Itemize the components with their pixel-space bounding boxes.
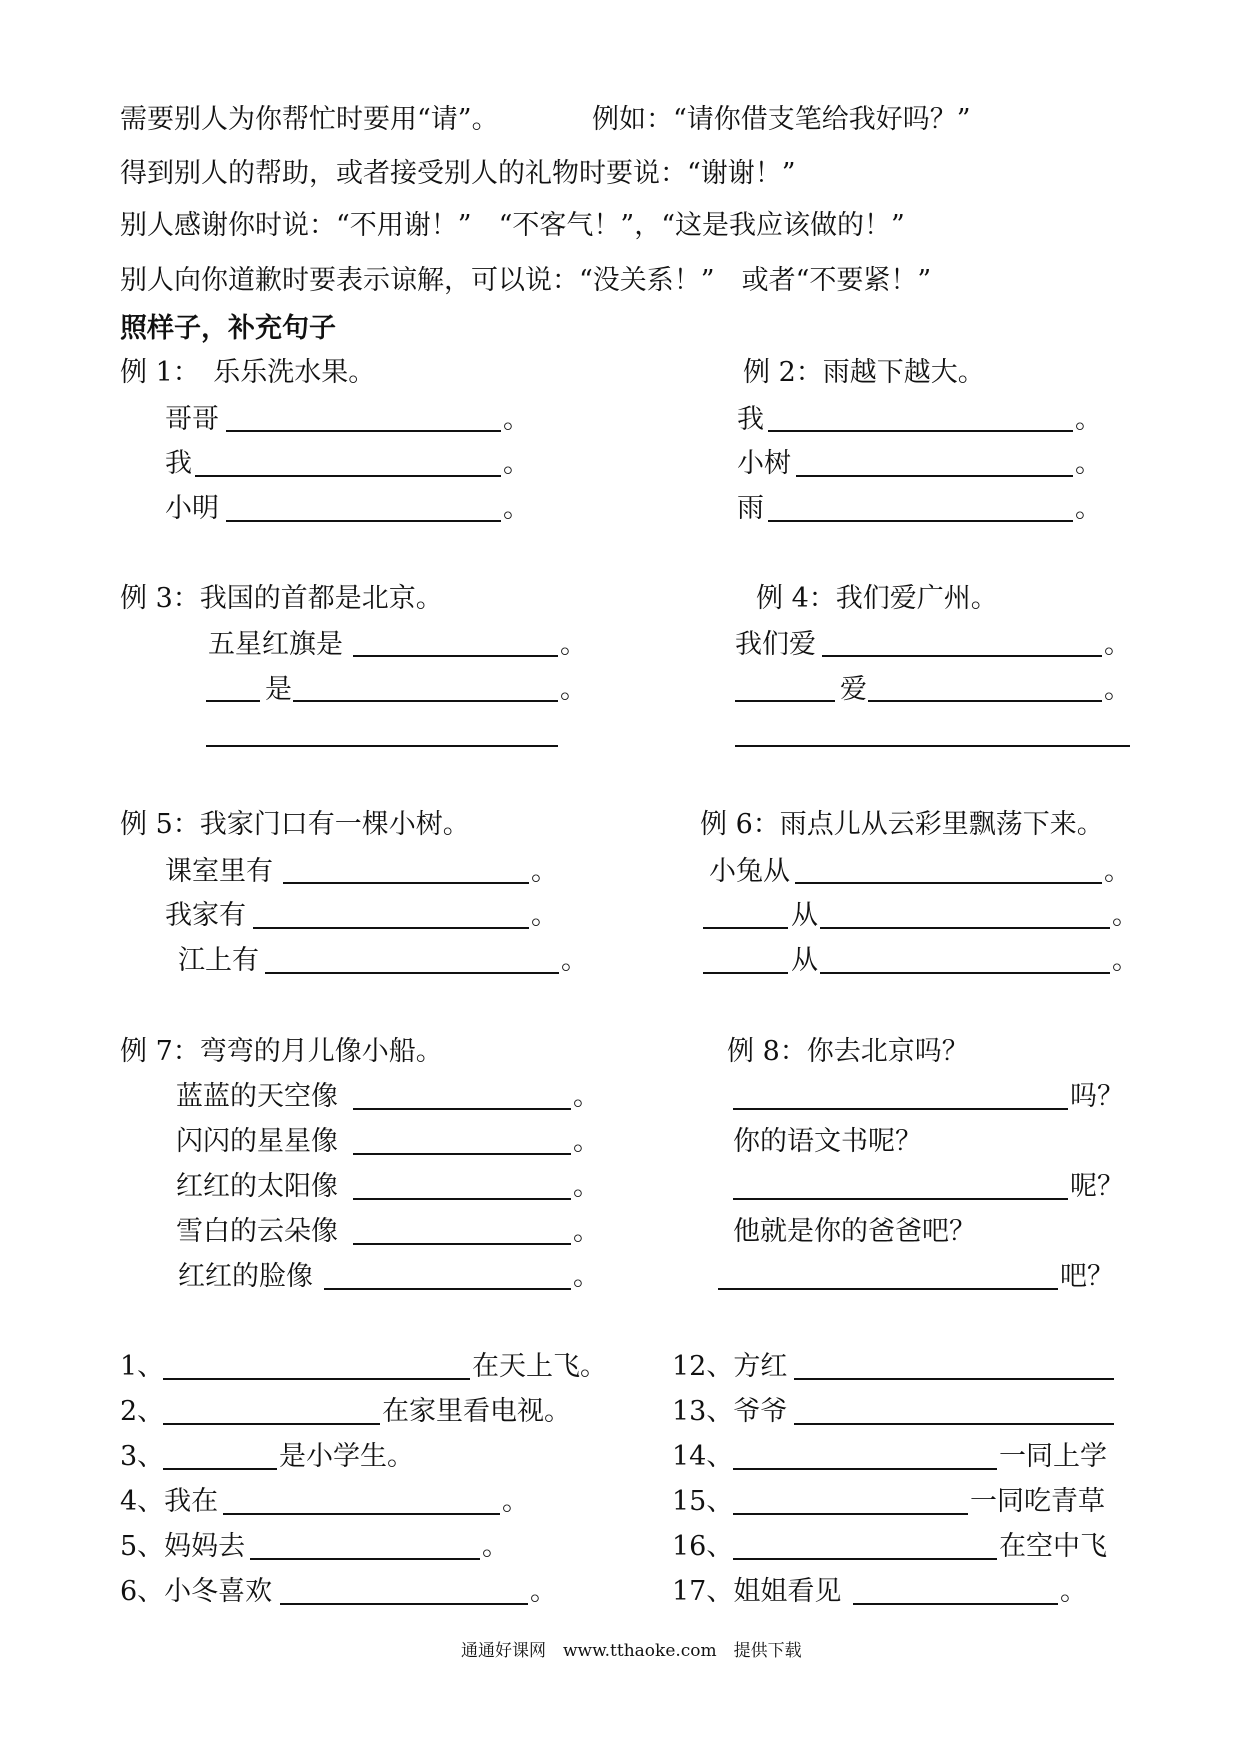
period: 。: [1104, 629, 1131, 660]
answer-blank[interactable]: [250, 1558, 480, 1560]
exercise-number: 2、: [120, 1396, 165, 1427]
answer-blank[interactable]: [794, 1378, 1114, 1380]
example-1-prefix: 小明: [165, 493, 219, 524]
answer-blank[interactable]: [768, 520, 1073, 522]
exercise-ending: 在天上飞。: [472, 1351, 607, 1382]
rule-thanks: 得到别人的帮助，或者接受别人的礼物时要说：“谢谢！”: [120, 158, 796, 189]
answer-blank[interactable]: [735, 745, 1130, 747]
example-3-title: 例 3：我国的首都是北京。: [120, 583, 443, 614]
answer-blank[interactable]: [253, 927, 529, 929]
answer-blank[interactable]: [265, 972, 559, 974]
answer-blank[interactable]: [733, 1108, 1068, 1110]
period: 。: [503, 493, 530, 524]
footer-credit: 通通好课网 www.tthaoke.com 提供下载: [461, 1641, 802, 1661]
period: 。: [531, 856, 558, 887]
example-1-prefix: 哥哥: [165, 404, 219, 435]
answer-blank[interactable]: [195, 475, 501, 477]
period: 。: [573, 1081, 600, 1112]
answer-blank[interactable]: [868, 700, 1102, 702]
answer-blank[interactable]: [820, 972, 1110, 974]
answer-blank[interactable]: [718, 1288, 1058, 1290]
example-1-prefix: 我: [165, 448, 192, 479]
rule-please: 需要别人为你帮忙时要用“请”。: [120, 104, 499, 135]
answer-blank[interactable]: [293, 700, 558, 702]
answer-blank[interactable]: [733, 1558, 997, 1560]
answer-blank[interactable]: [794, 1423, 1114, 1425]
exercise-prompt: 5、妈妈去: [120, 1531, 246, 1562]
example-2-prefix: 雨: [737, 493, 764, 524]
example-5-prefix: 课室里有: [165, 856, 273, 887]
answer-blank[interactable]: [226, 520, 501, 522]
example-7-prefix: 蓝蓝的天空像: [176, 1081, 338, 1112]
period: 。: [503, 404, 530, 435]
exercise-ending: 在空中飞: [999, 1531, 1107, 1562]
question-end: 吗？: [1070, 1081, 1124, 1112]
example-8-title: 例 8：你去北京吗？: [727, 1036, 969, 1067]
example-6-mid: 从: [791, 900, 818, 931]
period: 。: [573, 1216, 600, 1247]
answer-blank[interactable]: [353, 655, 558, 657]
answer-blank[interactable]: [822, 655, 1102, 657]
exercise-prompt: 13、爷爷: [672, 1396, 788, 1427]
example-7-prefix: 红红的脸像: [178, 1261, 313, 1292]
example-7-prefix: 红红的太阳像: [176, 1171, 338, 1202]
period: 。: [1075, 493, 1102, 524]
answer-blank[interactable]: [820, 927, 1110, 929]
period: 。: [502, 1486, 529, 1517]
exercise-number: 16、: [672, 1531, 734, 1562]
example-6-prefix: 小兔从: [709, 856, 790, 887]
period: 。: [530, 1576, 557, 1607]
period: 。: [561, 945, 588, 976]
example-5-title: 例 5：我家门口有一棵小树。: [120, 809, 470, 840]
answer-blank[interactable]: [735, 700, 835, 702]
answer-blank[interactable]: [733, 1513, 968, 1515]
period: 。: [503, 448, 530, 479]
example-6-title: 例 6：雨点儿从云彩里飘荡下来。: [700, 809, 1104, 840]
example-5-prefix: 江上有: [178, 945, 259, 976]
example-4-title: 例 4：我们爱广州。: [756, 583, 998, 614]
period: 。: [1075, 404, 1102, 435]
answer-blank[interactable]: [353, 1153, 571, 1155]
answer-blank[interactable]: [703, 927, 788, 929]
exercise-prompt: 4、我在: [120, 1486, 219, 1517]
period: 。: [573, 1126, 600, 1157]
answer-blank[interactable]: [283, 882, 529, 884]
period: 。: [573, 1171, 600, 1202]
answer-blank[interactable]: [733, 1468, 997, 1470]
exercise-number: 1、: [120, 1351, 165, 1382]
exercise-ending: 是小学生。: [279, 1441, 414, 1472]
exercise-prompt: 6、小冬喜欢: [120, 1576, 273, 1607]
example-6-mid: 从: [791, 945, 818, 976]
example-2-title: 例 2：雨越下越大。: [743, 357, 985, 388]
rule-welcome: 别人感谢你时说：“不用谢！” “不客气！”，“这是我应该做的！”: [120, 210, 905, 241]
answer-blank[interactable]: [226, 430, 501, 432]
period: 。: [1104, 674, 1131, 705]
answer-blank[interactable]: [353, 1108, 571, 1110]
answer-blank[interactable]: [768, 430, 1073, 432]
answer-blank[interactable]: [206, 700, 260, 702]
answer-blank[interactable]: [163, 1378, 470, 1380]
example-4-mid: 爱: [840, 674, 867, 705]
question-end: 吧？: [1060, 1261, 1114, 1292]
period: 。: [573, 1261, 600, 1292]
example-8-question: 你的语文书呢？: [733, 1126, 922, 1157]
example-4-prefix: 我们爱: [735, 629, 816, 660]
answer-blank[interactable]: [796, 475, 1073, 477]
period: 。: [1104, 856, 1131, 887]
period: 。: [560, 629, 587, 660]
answer-blank[interactable]: [324, 1288, 571, 1290]
answer-blank[interactable]: [206, 745, 558, 747]
exercise-ending: 一同吃青草: [970, 1486, 1105, 1517]
example-3-mid: 是: [265, 674, 292, 705]
answer-blank[interactable]: [163, 1423, 380, 1425]
exercise-ending: 在家里看电视。: [382, 1396, 571, 1427]
period: 。: [1075, 448, 1102, 479]
period: 。: [531, 900, 558, 931]
example-7-prefix: 雪白的云朵像: [176, 1216, 338, 1247]
answer-blank[interactable]: [353, 1243, 571, 1245]
answer-blank[interactable]: [733, 1198, 1068, 1200]
answer-blank[interactable]: [280, 1603, 528, 1605]
exercise-prompt: 12、方红: [672, 1351, 788, 1382]
section-title: 照样子，补充句子: [120, 313, 336, 344]
answer-blank[interactable]: [853, 1603, 1058, 1605]
question-end: 呢？: [1070, 1171, 1124, 1202]
answer-blank[interactable]: [703, 972, 788, 974]
answer-blank[interactable]: [353, 1198, 571, 1200]
exercise-number: 3、: [120, 1441, 165, 1472]
example-3-prefix: 五星红旗是: [208, 629, 343, 660]
period: 。: [1112, 945, 1139, 976]
exercise-number: 14、: [672, 1441, 734, 1472]
answer-blank[interactable]: [223, 1513, 500, 1515]
example-5-prefix: 我家有: [165, 900, 246, 931]
example-7-title: 例 7：弯弯的月儿像小船。: [120, 1036, 443, 1067]
rule-please-example: 例如：“请你借支笔给我好吗？”: [592, 104, 971, 135]
example-2-prefix: 小树: [737, 448, 791, 479]
exercise-number: 15、: [672, 1486, 734, 1517]
period: 。: [482, 1531, 509, 1562]
answer-blank[interactable]: [163, 1468, 277, 1470]
example-1-title: 例 1： 乐乐洗水果。: [120, 357, 376, 388]
exercise-prompt: 17、姐姐看见: [672, 1576, 842, 1607]
period: 。: [1112, 900, 1139, 931]
example-8-question: 他就是你的爸爸吧？: [733, 1216, 976, 1247]
period: 。: [560, 674, 587, 705]
rule-apology: 别人向你道歉时要表示谅解，可以说：“没关系！” 或者“不要紧！”: [120, 265, 932, 296]
example-2-prefix: 我: [737, 404, 764, 435]
example-7-prefix: 闪闪的星星像: [176, 1126, 338, 1157]
period: 。: [1060, 1576, 1087, 1607]
answer-blank[interactable]: [795, 882, 1102, 884]
exercise-ending: 一同上学: [999, 1441, 1107, 1472]
